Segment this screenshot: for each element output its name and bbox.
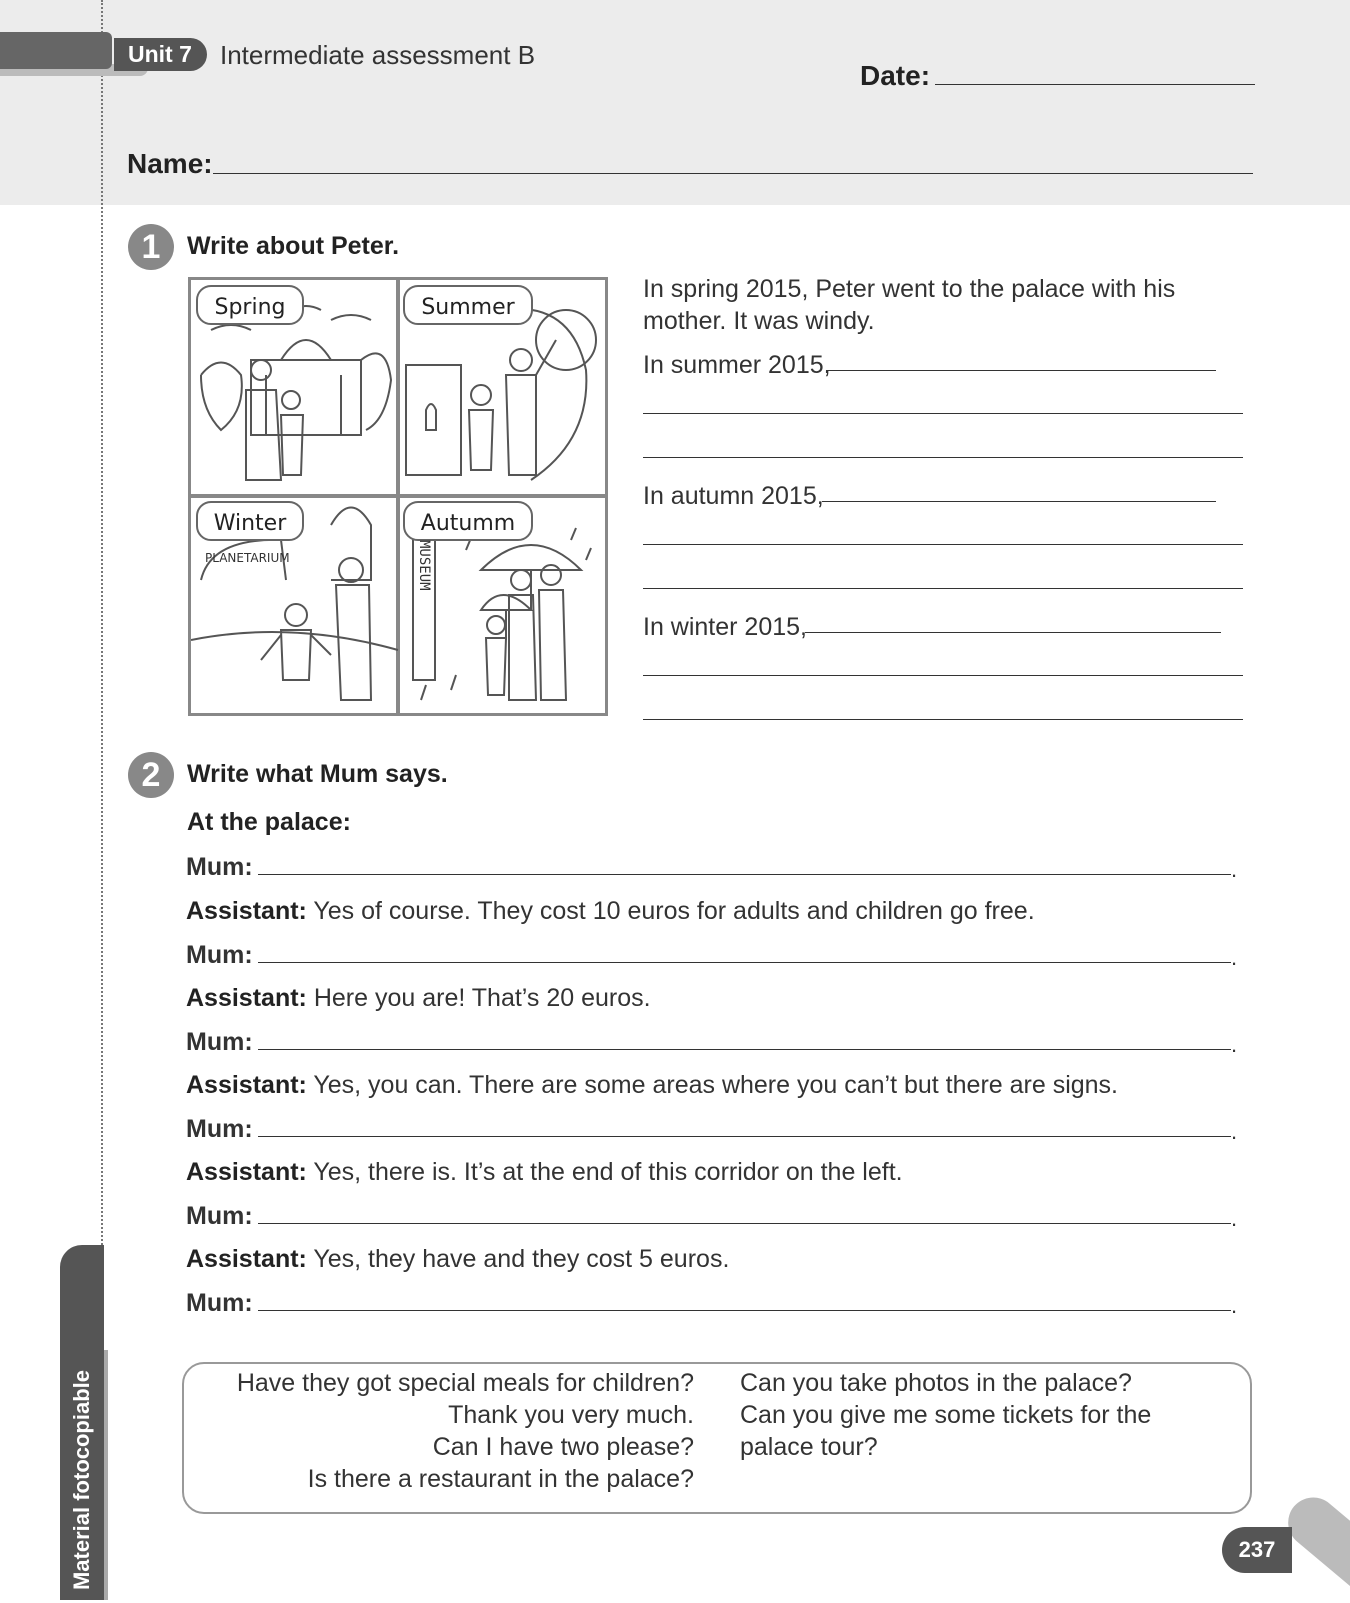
example-sentence: In spring 2015, Peter went to the palace with his mother. It was windy. [643, 275, 1176, 335]
name-field[interactable] [213, 173, 1253, 174]
museum-sign: MUSEUM [416, 540, 432, 591]
page-number: 237 [1222, 1527, 1292, 1573]
panel-labels [197, 286, 532, 540]
mum-label: Mum: [186, 1289, 253, 1317]
mum-answer-line[interactable] [258, 1310, 1231, 1311]
panel-label-winter: Winter [213, 511, 287, 536]
assistant-line [186, 1069, 1118, 1101]
answer-line-autumn-3[interactable] [643, 588, 1243, 589]
phrase-left-4: Is there a restaurant in the palace? [307, 1465, 694, 1493]
mum-answer-line[interactable] [258, 1049, 1231, 1050]
line-end-dot: . [1231, 1119, 1238, 1144]
answer-line-summer-1[interactable] [826, 370, 1216, 371]
mum-answer-line[interactable] [258, 874, 1231, 875]
phrase-right-1: Can you take photos in the palace? [740, 1369, 1132, 1397]
answer-line-winter-3[interactable] [643, 719, 1243, 720]
assistant-label: Assistant: [186, 984, 307, 1012]
phrase-right-2: Can you give me some tickets for the palace tour? [740, 1401, 1152, 1461]
mum-label: Mum: [186, 1115, 253, 1143]
mum-label: Mum: [186, 853, 253, 881]
mum-label: Mum: [186, 941, 253, 969]
answer-line-winter-1[interactable] [805, 632, 1221, 633]
panel-label-spring: Spring [214, 295, 286, 320]
mum-answer-line[interactable] [258, 1136, 1231, 1137]
mum-label: Mum: [186, 1202, 253, 1230]
mum-answer-line[interactable] [258, 1223, 1231, 1224]
assistant-text: Here you are! That’s 20 euros. [313, 984, 651, 1012]
unit-tab [0, 32, 112, 69]
prompt-autumn: In autumn 2015, [643, 482, 824, 510]
assistant-text: Yes, they have and they cost 5 euros. [313, 1245, 730, 1273]
date-label: Date: [860, 60, 931, 91]
line-end-dot: . [1231, 1032, 1238, 1057]
page-title: Intermediate assessment B [220, 40, 536, 70]
exercise-1-number: 1 [128, 224, 174, 270]
answer-line-summer-2[interactable] [643, 413, 1243, 414]
season-panels-svg [191, 280, 605, 713]
prompt-winter: In winter 2015, [643, 613, 807, 641]
photocopiable-label: Material fotocopiable [69, 1369, 94, 1591]
planetarium-sign: PLANETARIUM [205, 551, 290, 565]
answer-line-autumn-2[interactable] [643, 544, 1243, 545]
phrase-left-3: Can I have two please? [432, 1433, 694, 1461]
answer-line-autumn-1[interactable] [822, 501, 1216, 502]
line-end-dot: . [1231, 1293, 1238, 1318]
assistant-text: Yes of course. They cost 10 euros for adults and children go free. [313, 897, 1035, 925]
line-end-dot: . [1231, 857, 1238, 882]
dialogue-subheading: At the palace: [187, 808, 351, 836]
assistant-line [186, 895, 1035, 927]
exercise-2-instruction: Write what Mum says. [187, 760, 448, 788]
panel-label-autumn: Autumm [420, 511, 516, 536]
name-label: Name: [127, 148, 213, 179]
unit-badge: Unit 7 [114, 38, 207, 71]
answer-line-winter-2[interactable] [643, 675, 1243, 676]
assistant-line [186, 1243, 729, 1275]
mum-label: Mum: [186, 1028, 253, 1056]
line-end-dot: . [1231, 945, 1238, 970]
assistant-label: Assistant: [186, 1245, 307, 1273]
date-field[interactable] [935, 84, 1255, 85]
exercise-2-number: 2 [128, 752, 174, 798]
assistant-label: Assistant: [186, 1071, 307, 1099]
phrase-left-1: Have they got special meals for children? [236, 1369, 694, 1397]
line-end-dot: . [1231, 1206, 1238, 1231]
assistant-text: Yes, there is. It’s at the end of this corridor on the left. [313, 1158, 903, 1186]
assistant-line [186, 982, 651, 1014]
assistant-label: Assistant: [186, 897, 307, 925]
panel-label-summer: Summer [421, 295, 515, 320]
mum-answer-line[interactable] [258, 962, 1231, 963]
answer-line-summer-3[interactable] [643, 457, 1243, 458]
exercise-1-instruction: Write about Peter. [187, 232, 400, 260]
phrase-left-2: Thank you very much. [448, 1401, 694, 1429]
season-illustration [188, 277, 608, 716]
assistant-line [186, 1156, 903, 1188]
assistant-label: Assistant: [186, 1158, 307, 1186]
assistant-text: Yes, you can. There are some areas where you can’t but there are signs. [313, 1071, 1119, 1099]
prompt-summer: In summer 2015, [643, 351, 831, 379]
